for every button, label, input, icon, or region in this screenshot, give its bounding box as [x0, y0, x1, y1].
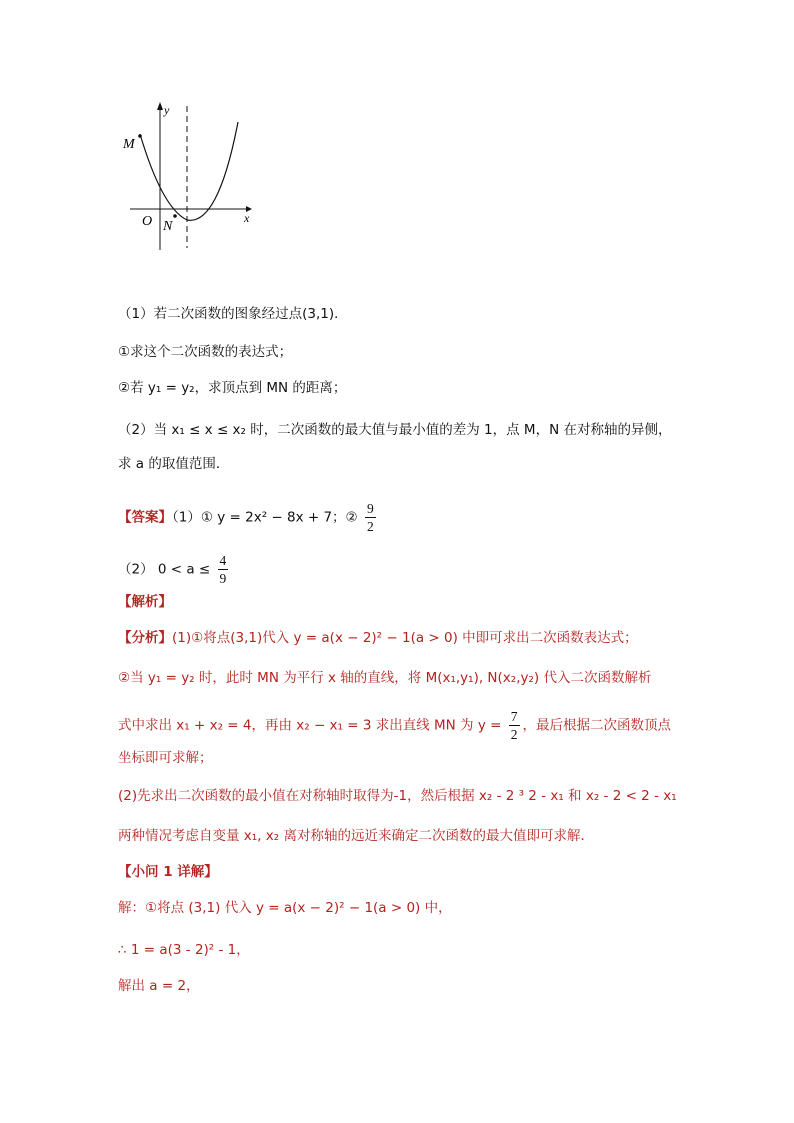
- solution-line-3: 解出 a = 2，: [118, 978, 200, 994]
- question-1a: ①求这个二次函数的表达式；: [118, 344, 293, 360]
- figure-label-M: M: [123, 137, 135, 152]
- fenxi-text-3b: ，最后根据二次函数顶点: [522, 717, 671, 734]
- answer-line-1: [118, 500, 379, 535]
- analysis-tag: 【解析】: [118, 594, 172, 610]
- question-1-intro: （1）若二次函数的图象经过点(3,1)．: [118, 306, 348, 322]
- answer-2-text: （2） 0 < a ≤: [118, 561, 211, 578]
- detail-tag: 【小问 1 详解】: [118, 864, 218, 880]
- fraction-denominator: 9: [219, 571, 227, 586]
- figure-label-N: N: [163, 219, 173, 234]
- parabola-figure: [118, 98, 258, 258]
- fraction-denominator: 2: [366, 519, 374, 534]
- answer-1-text: （1）① y = 2x² − 8x + 7；②: [172, 509, 358, 526]
- figure-label-y: y: [164, 103, 170, 117]
- fenxi-fraction: [509, 708, 520, 743]
- question-2a: （2）当 x₁ ≤ x ≤ x₂ 时，二次函数的最大值与最小值的差为 1，点 M，N 在对称轴的异侧，: [118, 422, 672, 438]
- question-2b: 求 a 的取值范围．: [118, 456, 230, 472]
- question-1b: ②若 y₁ = y₂，求顶点到 MN 的距离；: [118, 380, 347, 396]
- fenxi-text-1: (1)①将点(3,1)代入 y = a(x − 2)² − 1(a > 0) 中即可求出二次函数表达式；: [172, 630, 638, 646]
- fenxi-text-3a: 式中求出 x₁ + x₂ = 4，再由 x₂ − x₁ = 3 求出直线 MN 为 y =: [118, 717, 502, 734]
- fenxi-line-1: [118, 628, 638, 648]
- answer-2-fraction: [218, 552, 229, 587]
- answer-line-2: [118, 552, 231, 587]
- fenxi-line-5: (2)先求出二次函数的最小值在对称轴时取得为-1，然后根据 x₂ - 2 ³ 2 - x₁ 和 x₂ - 2 < 2 - x₁: [118, 788, 677, 804]
- fenxi-line-4: 坐标即可求解；: [118, 750, 213, 766]
- fenxi-line-3: [118, 708, 671, 743]
- fraction-numerator: 7: [510, 709, 518, 724]
- fraction-denominator: 2: [510, 727, 518, 742]
- fraction-numerator: 4: [219, 553, 227, 568]
- fraction-numerator: 9: [366, 501, 374, 516]
- fenxi-line-6: 两种情况考虑自变量 x₁, x₂ 离对称轴的远近来确定二次函数的最大值即可求解．: [118, 828, 594, 844]
- solution-line-1: 解：①将点 (3,1) 代入 y = a(x − 2)² − 1(a > 0) 中，: [118, 900, 452, 916]
- fenxi-tag: 【分析】: [118, 630, 172, 646]
- figure-label-O: O: [142, 214, 153, 229]
- answer-1-fraction: [365, 500, 376, 535]
- answer-tag: 【答案】: [118, 509, 172, 526]
- figure-label-x: x: [244, 211, 250, 225]
- fenxi-line-2: ②当 y₁ = y₂ 时，此时 MN 为平行 x 轴的直线，将 M(x₁,y₁), N(x₂,y₂) 代入二次函数解析: [118, 670, 652, 686]
- solution-line-2: ∴ 1 = a(3 - 2)² - 1，: [118, 942, 250, 958]
